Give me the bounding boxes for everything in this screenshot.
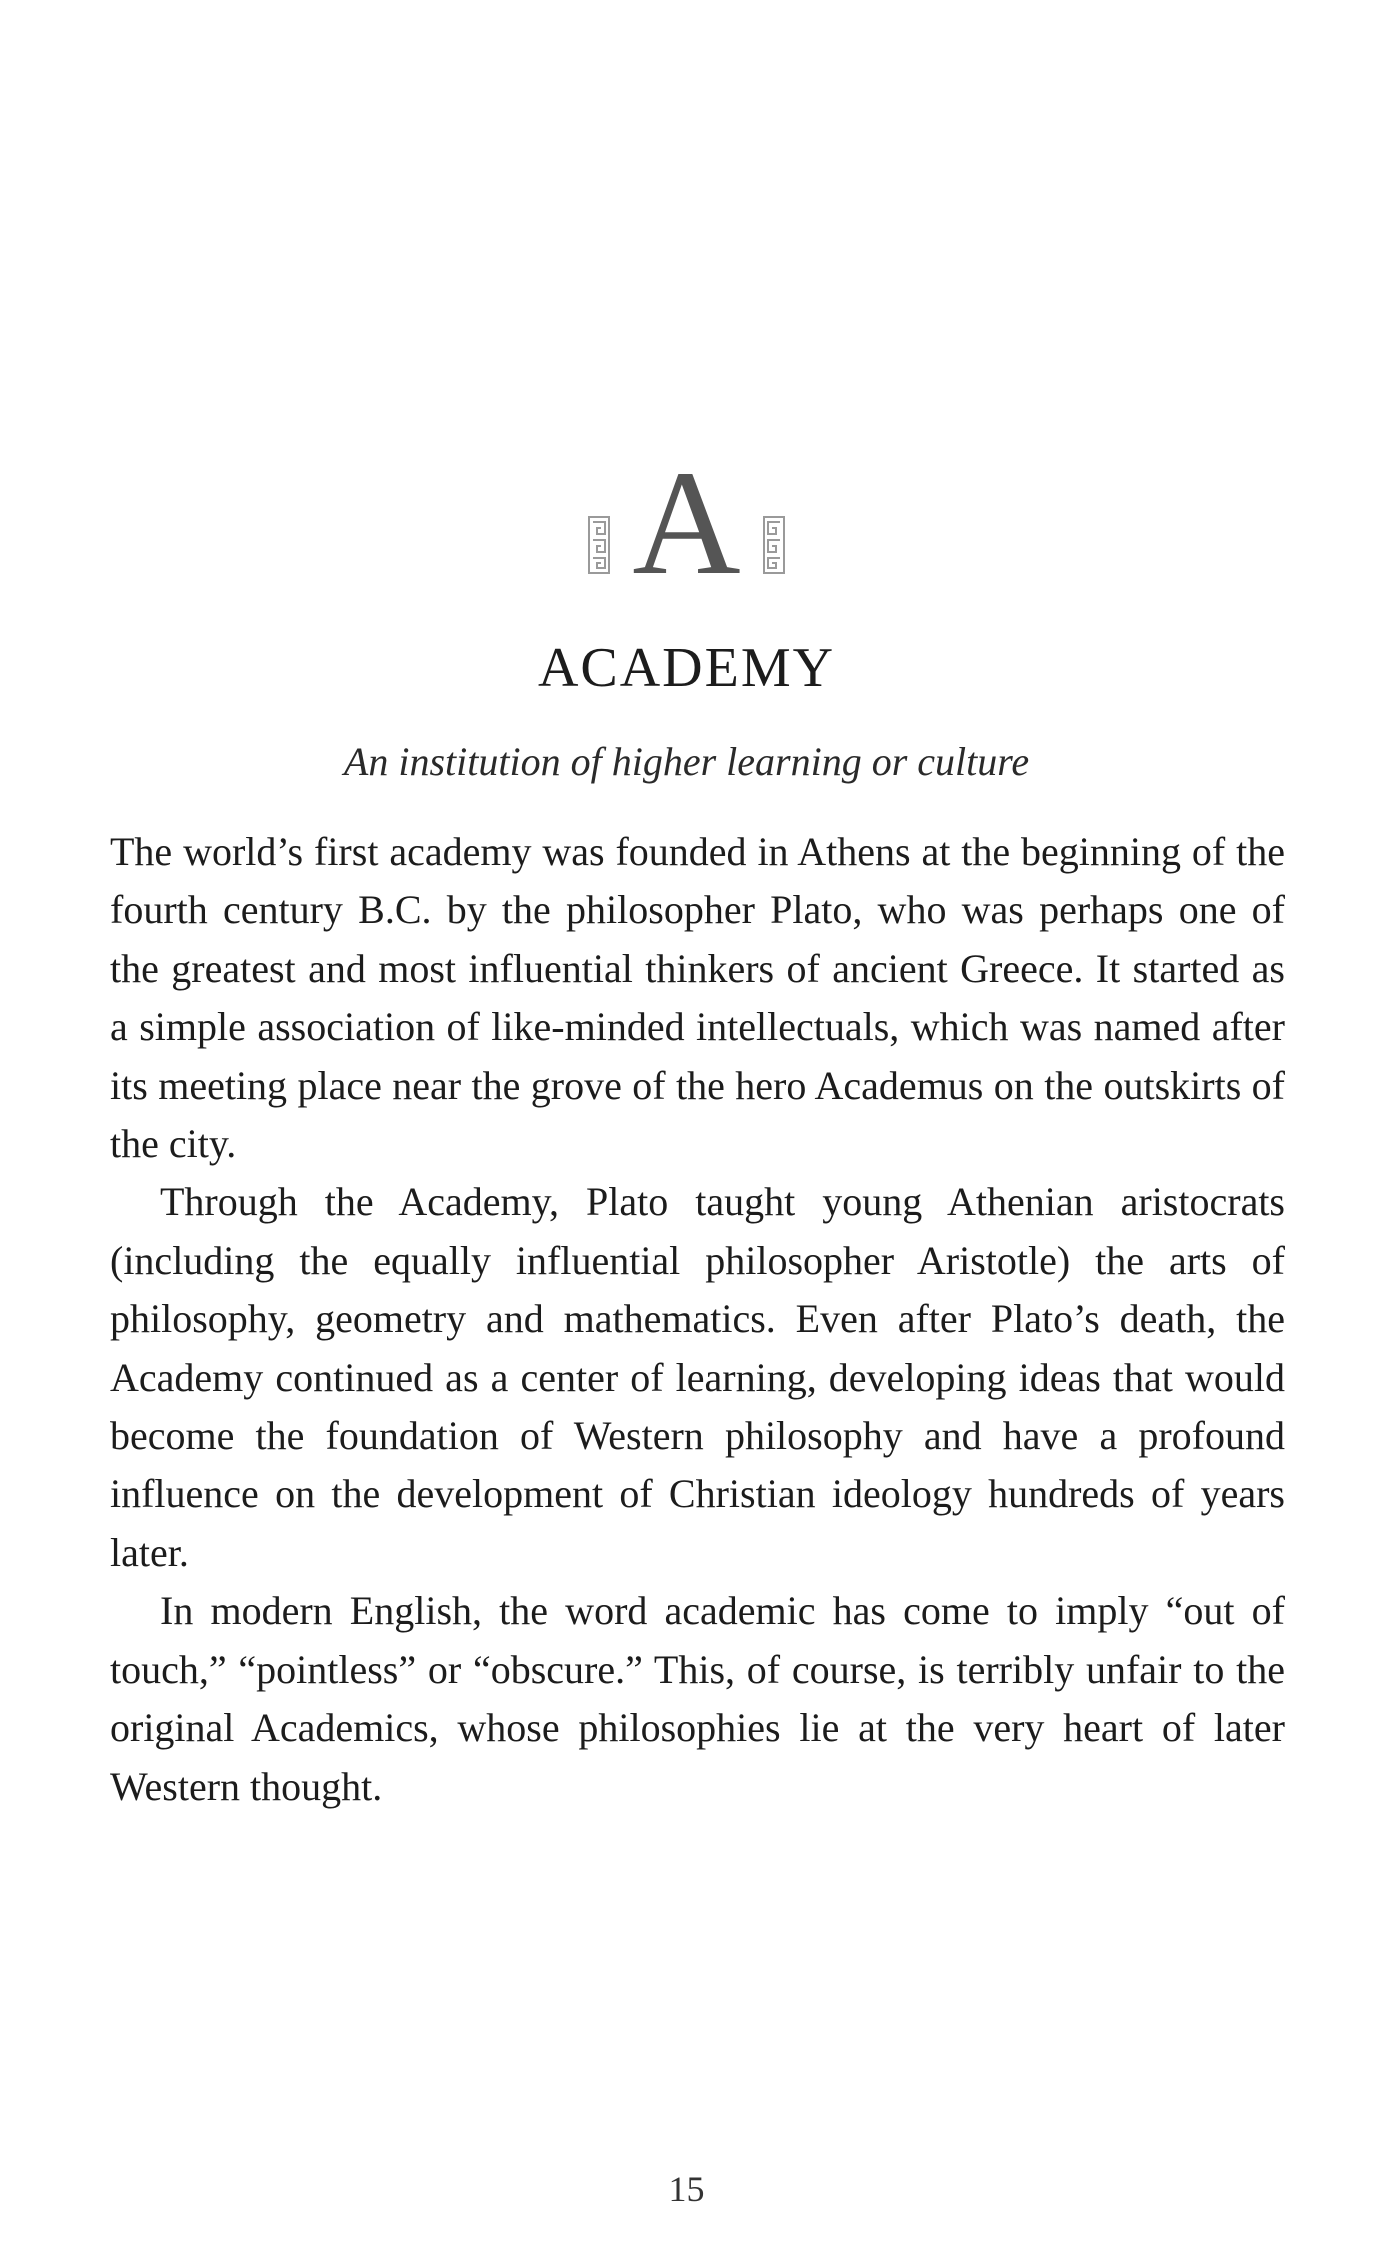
- section-letter-heading: [0, 440, 1373, 606]
- section-letter: A: [632, 440, 741, 606]
- entry-definition: An institution of higher learning or culture: [343, 739, 1030, 784]
- entry-body: [110, 823, 1285, 1816]
- greek-key-ornament-right-icon: [763, 516, 785, 574]
- paragraph: Through the Academy, Plato taught young Athenian aristocrats (including the equally influential philosopher Aristotle) the arts of philosophy, geometry and mathematics. Even after Plato’s death, the Academy continued as a center of learning, developing ideas that would become the foundation of Western philosophy and have a profound influence on the development of Christian ideology hundreds of years later.: [110, 1179, 1285, 1575]
- page-number: 15: [668, 2169, 705, 2209]
- paragraph: The world’s first academy was founded in Athens at the beginning of the fourth century B.C. by the philosopher Plato, who was perhaps one of the greatest and most influential thinkers of ancient Greece. It started as a simple association of like-minded intellectuals, which was named after its meeting place near the grove of the hero Academus on the outskirts of the city.: [110, 829, 1285, 1167]
- paragraph: In modern English, the word academic has come to imply “out of touch,” “pointless” or “obscure.” This, of course, is terribly unfair to the original Academics, whose philosophies lie at the very heart of later Western thought.: [110, 1588, 1285, 1809]
- greek-key-ornament-left-icon: [588, 516, 610, 574]
- entry-title: ACADEMY: [537, 637, 836, 699]
